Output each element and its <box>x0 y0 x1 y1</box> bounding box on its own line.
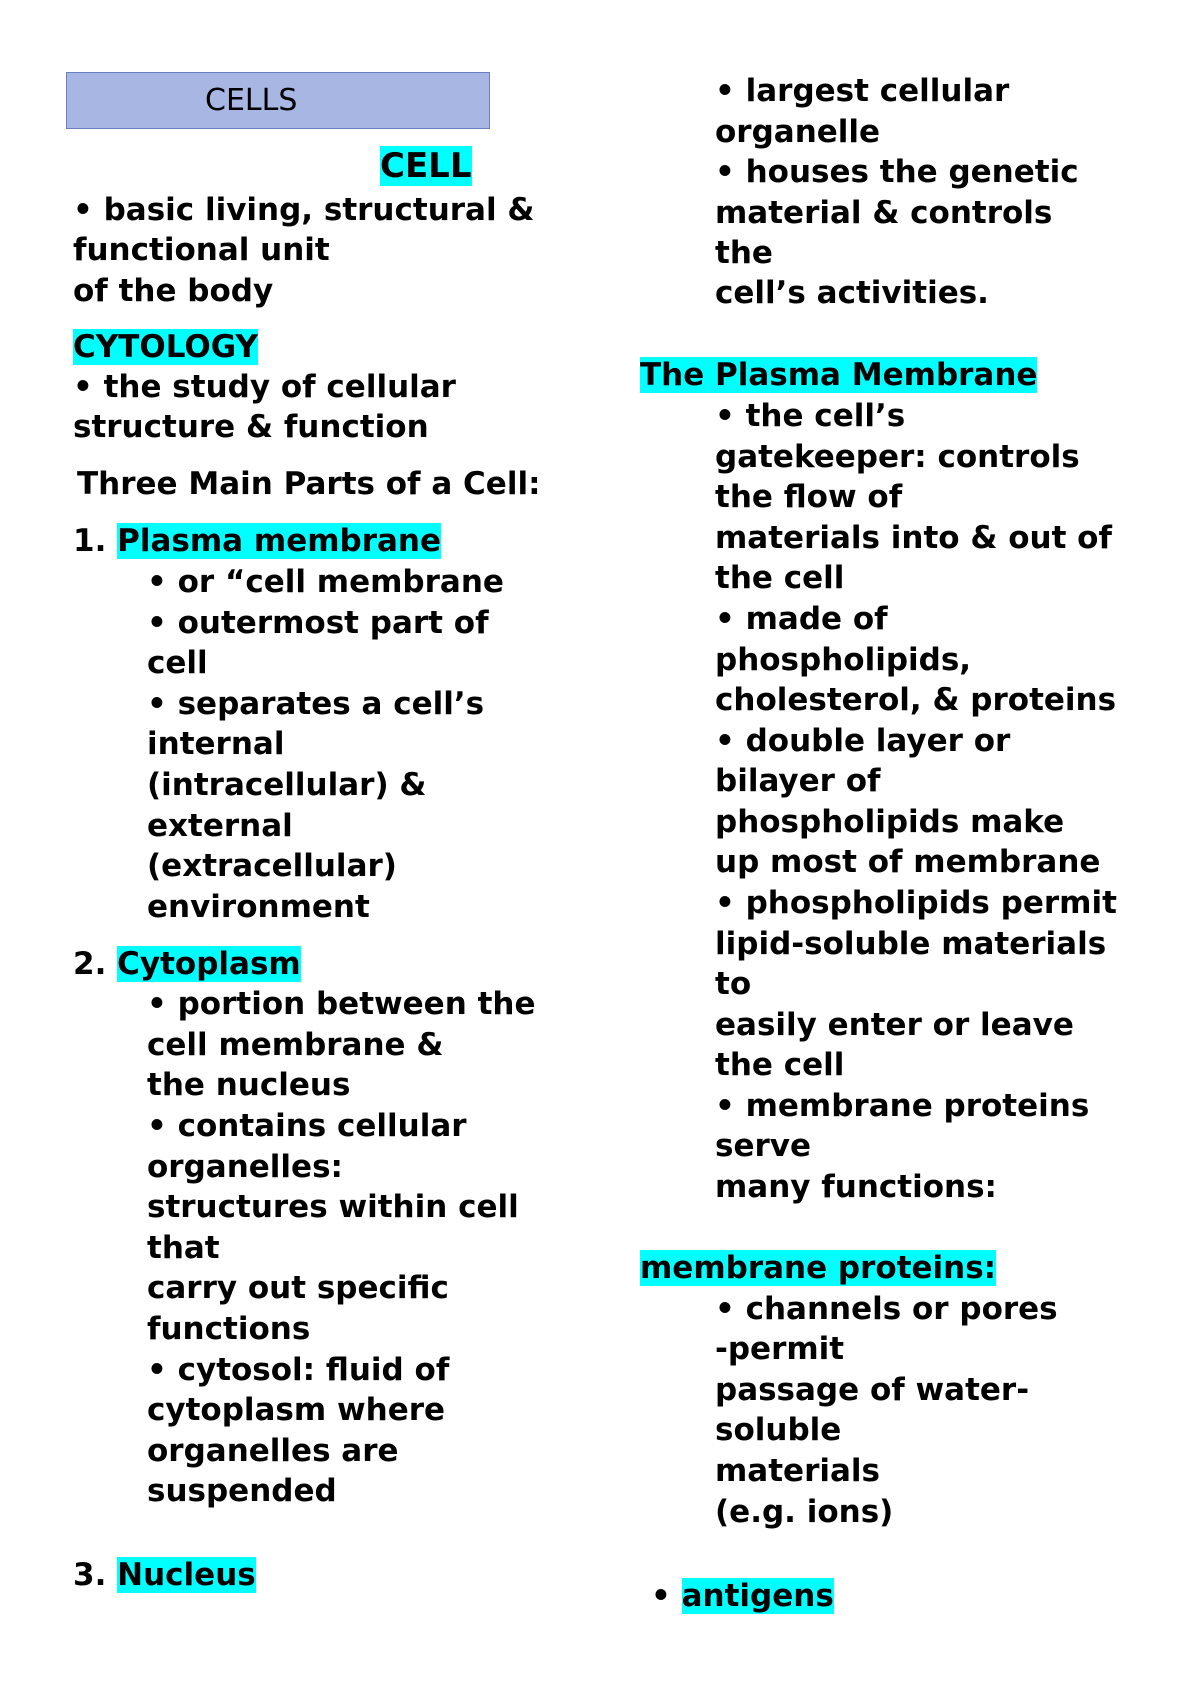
plasma-line-4: materials into & out of <box>715 520 1112 556</box>
cytology-line-2: structure & function <box>73 409 429 445</box>
part2-line-4: • contains cellular <box>147 1108 467 1144</box>
proteins-line-1: • channels or pores <box>715 1291 1058 1327</box>
part2-line-9: functions <box>147 1311 311 1347</box>
part1-line-5: internal <box>147 726 285 762</box>
part2-line-10: • cytosol: fluid of <box>147 1352 450 1388</box>
nucleus-line-4: material & controls <box>715 195 1053 231</box>
plasma-line-15: to <box>715 966 752 1002</box>
plasma-line-6: • made of <box>715 601 888 637</box>
plasma-line-19: serve <box>715 1128 811 1164</box>
plasma-line-17: the cell <box>715 1047 845 1083</box>
title-box <box>66 72 490 129</box>
proteins-line-5: materials <box>715 1453 880 1489</box>
part2-line-11: cytoplasm where <box>147 1392 446 1428</box>
nucleus-line-3: • houses the genetic <box>715 154 1079 190</box>
proteins-line-6: (e.g. ions) <box>715 1494 894 1530</box>
part2-line-8: carry out specific <box>147 1270 449 1306</box>
part1-heading: 1. Plasma membrane <box>73 523 442 559</box>
plasma-line-16: easily enter or leave <box>715 1007 1074 1043</box>
part2-line-5: organelles: <box>147 1149 343 1185</box>
plasma-line-13: • phospholipids permit <box>715 885 1117 921</box>
nucleus-line-5: the <box>715 235 773 271</box>
proteins-line-2: -permit <box>715 1331 845 1367</box>
part1-line-2: • outermost part of <box>147 605 489 641</box>
part2-line-13: suspended <box>147 1473 337 1509</box>
plasma-line-1: • the cell’s <box>715 398 906 434</box>
plasma-line-12: up most of membrane <box>715 844 1101 880</box>
nucleus-line-1: • largest cellular <box>715 73 1010 109</box>
plasma-line-10: bilayer of <box>715 763 881 799</box>
part1-line-1: • or “cell membrane <box>147 564 504 600</box>
part1-line-3: cell <box>147 645 208 681</box>
part2-heading: 2. Cytoplasm <box>73 946 301 982</box>
plasma-line-8: cholesterol, & proteins <box>715 682 1117 718</box>
cell-line-2: functional unit <box>73 232 330 268</box>
part2-line-6: structures within cell <box>147 1189 519 1225</box>
part2-line-12: organelles are <box>147 1433 399 1469</box>
proteins-line-4: soluble <box>715 1412 842 1448</box>
plasma-membrane-heading: The Plasma Membrane <box>640 357 1038 393</box>
cytology-heading: CYTOLOGY <box>73 329 258 365</box>
cell-line-3: of the body <box>73 273 274 309</box>
cell-line-1: • basic living, structural & <box>73 192 535 228</box>
part1-line-6: (intracellular) & <box>147 767 427 803</box>
part2-line-1: • portion between the <box>147 986 536 1022</box>
nucleus-line-6: cell’s activities. <box>715 275 989 311</box>
cell-heading: CELL <box>380 146 472 186</box>
part3-heading: 3. Nucleus <box>73 1557 256 1593</box>
three-parts-heading: Three Main Parts of a Cell: <box>77 466 541 502</box>
proteins-line-3: passage of water- <box>715 1372 1030 1408</box>
part1-line-9: environment <box>147 889 370 925</box>
nucleus-line-2: organelle <box>715 114 881 150</box>
part2-line-7: that <box>147 1230 220 1266</box>
plasma-line-20: many functions: <box>715 1169 997 1205</box>
plasma-line-7: phospholipids, <box>715 642 972 678</box>
plasma-line-9: • double layer or <box>715 723 1011 759</box>
cytology-line-1: • the study of cellular <box>73 369 456 405</box>
part2-line-2: cell membrane & <box>147 1027 444 1063</box>
plasma-line-3: the flow of <box>715 479 903 515</box>
plasma-line-2: gatekeeper: controls <box>715 439 1080 475</box>
plasma-line-14: lipid-soluble materials <box>715 926 1107 962</box>
antigens-item: • antigens <box>651 1578 834 1614</box>
plasma-line-5: the cell <box>715 560 845 596</box>
membrane-proteins-heading: membrane proteins: <box>640 1250 997 1286</box>
part1-line-8: (extracellular) <box>147 848 397 884</box>
plasma-line-18: • membrane proteins <box>715 1088 1090 1124</box>
plasma-line-11: phospholipids make <box>715 804 1065 840</box>
part1-line-7: external <box>147 808 293 844</box>
title-box-label: CELLS <box>205 83 298 118</box>
part1-line-4: • separates a cell’s <box>147 686 485 722</box>
part2-line-3: the nucleus <box>147 1067 351 1103</box>
